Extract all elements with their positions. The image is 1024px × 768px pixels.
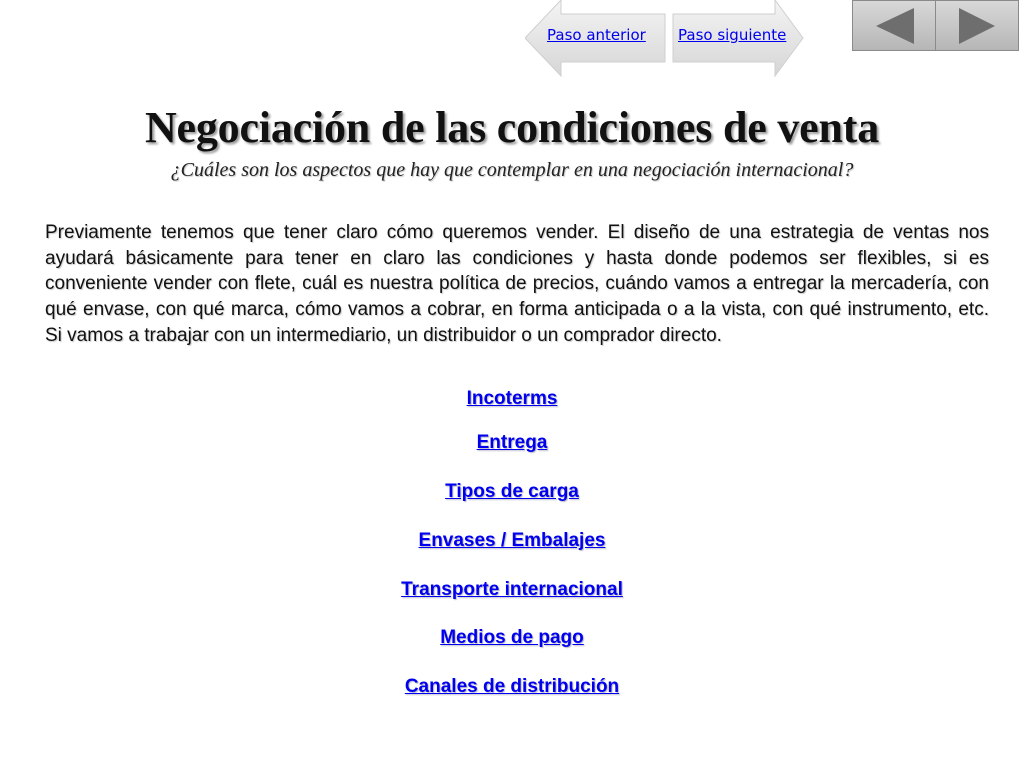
- link-canales-de-distribucion[interactable]: Canales de distribución: [404, 676, 620, 697]
- link-transporte-internacional[interactable]: Transporte internacional: [401, 579, 623, 600]
- link-medios-de-pago[interactable]: Medios de pago: [440, 627, 584, 648]
- intro-paragraph: Previamente tenemos que tener claro cómo queremos vender. El diseño de una estrategia de ventas nos ayudará básicamente para tener en claro las condiciones y hasta donde podemos ser flexibles, si es conveniente vender con flete, cuál es nuestra política de precios, cuándo vamos a entregar la mercadería, con qué envase, con qué marca, cómo vamos a cobrar, en forma anticipada o a la vista, con qué instrumento, etc. Si vamos a trabajar con un intermediario, un distribuidor o un comprador directo.: [45, 222, 989, 346]
- previous-step-link[interactable]: Paso anterior: [547, 26, 646, 44]
- triangle-left-icon: [872, 6, 916, 46]
- page-subtitle: ¿Cuáles son los aspectos que hay que contemplar en una negociación internacional?: [170, 159, 854, 181]
- link-entrega[interactable]: Entrega: [476, 432, 548, 453]
- slide-navigation-buttons: [852, 0, 1019, 51]
- link-tipos-de-carga[interactable]: Tipos de carga: [445, 481, 579, 502]
- next-slide-button[interactable]: [936, 1, 1018, 50]
- previous-slide-button[interactable]: [853, 1, 936, 50]
- page-title: Negociación de las condiciones de venta: [144, 103, 880, 152]
- next-step-link[interactable]: Paso siguiente: [678, 26, 787, 44]
- step-navigation: [525, 0, 805, 78]
- link-incoterms[interactable]: Incoterms: [466, 388, 558, 409]
- link-envases-embalajes[interactable]: Envases / Embalajes: [418, 530, 606, 551]
- triangle-right-icon: [955, 6, 999, 46]
